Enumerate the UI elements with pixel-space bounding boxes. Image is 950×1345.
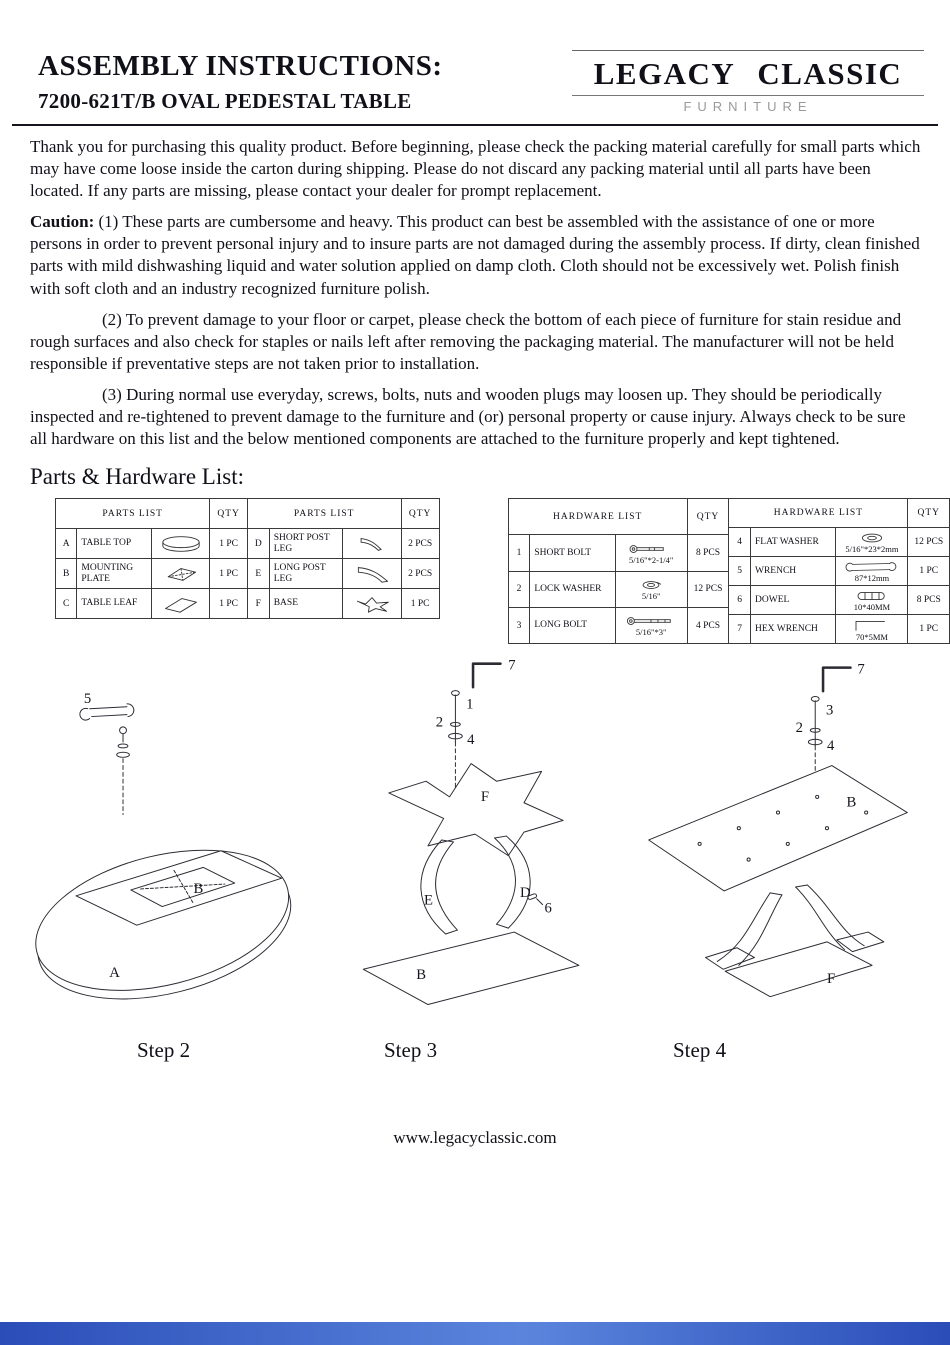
part-name: LONG POST LEG	[269, 559, 342, 589]
qty-header: QTY	[687, 499, 729, 535]
flat-washer-icon	[843, 531, 901, 545]
part-name: TABLE LEAF	[77, 589, 152, 619]
hex-wrench-illustration	[473, 664, 500, 688]
step-4-label: Step 4	[673, 1038, 727, 1063]
part-id: D	[247, 529, 269, 559]
pedestal-base-shape	[706, 885, 884, 997]
hardware-id: 3	[508, 607, 530, 643]
hardware-name: HEX WRENCH	[751, 615, 836, 644]
bottom-plate	[363, 932, 578, 1004]
base-icon	[348, 594, 396, 614]
qty-header: QTY	[401, 499, 439, 529]
part-qty: 2 PCS	[401, 559, 439, 589]
table-row	[729, 586, 950, 615]
hardware-name: DOWEL	[751, 586, 836, 615]
parts-list-table	[55, 498, 440, 619]
part-id: B	[56, 559, 77, 589]
parts-hardware-heading: Parts & Hardware List:	[30, 464, 244, 490]
hardware-qty: 1 PC	[908, 557, 950, 586]
dowel-icon	[843, 589, 901, 603]
bottom-border-bar	[0, 1322, 950, 1345]
hardware-name: WRENCH	[751, 557, 836, 586]
hardware-table-left	[508, 498, 730, 644]
assembly-diagrams	[0, 644, 950, 1030]
caution-text-1: (1) These parts are cumbersome and heavy. This product can best be assembled with the assistance of one or more persons in order to prevent personal injury and to insure parts are not damaged during the assembly process. If dirty, clean finished parts with mild dishwashing liquid and water solution applied on damp cloth. Cloth should not be excessively wet. Polish finish with soft cloth and an industry recognized furniture polish.	[30, 212, 920, 298]
long-post-leg-icon	[348, 564, 396, 584]
table-row	[508, 535, 729, 571]
table-row	[56, 529, 248, 559]
hardware-id: 7	[729, 615, 751, 644]
long-bolt-icon	[622, 614, 680, 628]
hardware-spec: 5/16"*3"	[635, 627, 667, 638]
hardware-spec: 5/16"	[641, 590, 661, 601]
part-id: F	[247, 589, 269, 619]
hardware-id: 2	[508, 571, 530, 607]
short-bolt-icon	[622, 542, 680, 556]
hardware-qty: 12 PCS	[687, 571, 729, 607]
hardware-spec: 5/16"*2-1/4"	[629, 554, 674, 565]
hardware-id: 6	[729, 586, 751, 615]
step-3-label: Step 3	[384, 1038, 438, 1063]
part-id: E	[247, 559, 269, 589]
hardware-qty: 4 PCS	[687, 607, 729, 643]
callout-label: 2	[435, 714, 444, 731]
qty-header: QTY	[908, 499, 950, 528]
caution-text-3: (3) During normal use everyday, screws, bolts, nuts and wooden plugs may loosen up. They should be periodically inspected and re-tightened to prevent damage to the furniture and (or) personal property or cause injury. Always check to be sure all hardware on this list and the below mentioned components are attached to the furniture properly and kept tightened.	[30, 384, 906, 449]
page-header	[0, 0, 950, 114]
table-row	[508, 571, 729, 607]
callout-label: 2	[795, 720, 803, 737]
hex-wrench-illustration	[823, 668, 850, 692]
table-top-icon	[157, 534, 205, 554]
parts-table-left	[55, 498, 248, 619]
callout-label: 7	[857, 661, 865, 678]
model-subtitle: 7200-621T/B OVAL PEDESTAL TABLE	[38, 89, 412, 113]
step3-diagram	[327, 648, 623, 1030]
parts-list-header: PARTS LIST	[247, 499, 401, 529]
part-name: BASE	[269, 589, 342, 619]
table-row	[247, 589, 439, 619]
table-row	[729, 615, 950, 644]
hardware-qty: 12 PCS	[908, 528, 950, 557]
part-name: TABLE TOP	[77, 529, 152, 559]
parts-list-header: PARTS LIST	[56, 499, 210, 529]
table-row	[56, 589, 248, 619]
hardware-name: FLAT WASHER	[751, 528, 836, 557]
step-labels-row	[0, 1030, 950, 1072]
callout-label: 1	[466, 696, 474, 713]
title-block	[38, 50, 443, 114]
callout-label: 3	[825, 702, 834, 719]
lock-washer-icon	[622, 578, 680, 592]
callout-label: 4	[467, 732, 475, 749]
instruction-text	[0, 126, 950, 450]
part-qty: 1 PC	[401, 589, 439, 619]
part-name: MOUNTING PLATE	[77, 559, 152, 589]
step2-diagram	[24, 648, 320, 1030]
page-footer	[0, 1128, 950, 1148]
callout-label: B	[416, 967, 427, 984]
hardware-id: 1	[508, 535, 530, 571]
part-id: C	[56, 589, 77, 619]
callout-label: D	[520, 885, 531, 902]
hardware-list-header: HARDWARE LIST	[729, 499, 908, 528]
hardware-name: LOCK WASHER	[530, 571, 615, 607]
footer-link[interactable]: www.legacyclassic.com	[393, 1128, 557, 1148]
table-row	[56, 559, 248, 589]
mounting-plate-icon	[157, 564, 205, 584]
long-post-leg-shape	[421, 840, 457, 934]
part-qty: 2 PCS	[401, 529, 439, 559]
hardware-qty: 1 PC	[908, 615, 950, 644]
table-row	[508, 607, 729, 643]
part-qty: 1 PC	[210, 529, 247, 559]
parts-table-right	[247, 498, 440, 619]
callout-label: F	[480, 789, 490, 806]
callout-label: F	[826, 971, 836, 988]
callout-label: 5	[83, 691, 92, 708]
hardware-id: 5	[729, 557, 751, 586]
hardware-qty: 8 PCS	[908, 586, 950, 615]
caution-text-2: (2) To prevent damage to your floor or carpet, please check the bottom of each piece of furniture for stain residue and rough surfaces and also check for staples or nails left after removing the packaging material. The manufacturer will not be held responsible if preventative steps are not taken prior to installation.	[30, 309, 902, 373]
fastener-stack	[117, 727, 130, 815]
hardware-spec: 5/16"*23*2mm	[845, 543, 899, 554]
callout-label: 4	[826, 738, 835, 755]
brand-block	[572, 50, 924, 114]
tables-row	[55, 498, 950, 644]
caution-label: Caution:	[30, 212, 95, 232]
hardware-spec: 10*40MM	[853, 601, 891, 612]
callout-label: E	[424, 892, 434, 909]
short-post-leg-icon	[348, 534, 396, 554]
table-row	[729, 557, 950, 586]
hardware-id: 4	[729, 528, 751, 557]
hardware-spec: 70*5MM	[855, 631, 888, 642]
callout-label: 6	[544, 900, 552, 917]
intro-paragraph: Thank you for purchasing this quality product. Before beginning, please check the packing material carefully for small parts which may have come loose inside the carton during shipping. Please do not discard any packing material until all parts have been located. If any parts are missing, please contact your dealer for prompt replacement.	[30, 137, 921, 201]
hardware-name: LONG BOLT	[530, 607, 615, 643]
base-cross-plate	[389, 764, 563, 856]
step4-diagram	[630, 648, 926, 1030]
part-name: SHORT POST LEG	[269, 529, 342, 559]
callout-label: B	[846, 794, 857, 811]
hardware-name: SHORT BOLT	[530, 535, 615, 571]
page-title: ASSEMBLY INSTRUCTIONS:	[38, 50, 443, 82]
hex-wrench-icon	[843, 617, 901, 633]
callout-label: A	[109, 965, 120, 982]
table-row	[729, 528, 950, 557]
bolt-assembly	[449, 691, 463, 789]
hardware-list-header: HARDWARE LIST	[508, 499, 687, 535]
step-2-label: Step 2	[137, 1038, 191, 1063]
caution-paragraph	[30, 211, 924, 299]
table-top-oval	[24, 827, 305, 1024]
part-id: A	[56, 529, 77, 559]
callout-label: 7	[508, 657, 516, 674]
hardware-list-table	[508, 498, 950, 644]
mounting-plate-panel	[649, 766, 908, 891]
wrench-icon	[843, 560, 901, 574]
hardware-spec: 87*12mm	[854, 572, 890, 583]
part-qty: 1 PC	[210, 559, 247, 589]
table-row	[247, 559, 439, 589]
hardware-qty: 8 PCS	[687, 535, 729, 571]
brand-tagline: FURNITURE	[683, 99, 813, 114]
callout-label: B	[193, 881, 204, 898]
brand-logo: LEGACY CLASSIC	[572, 56, 924, 96]
qty-header: QTY	[210, 499, 247, 529]
table-row	[247, 529, 439, 559]
table-leaf-icon	[157, 594, 205, 614]
part-qty: 1 PC	[210, 589, 247, 619]
hardware-table-right	[728, 498, 950, 644]
